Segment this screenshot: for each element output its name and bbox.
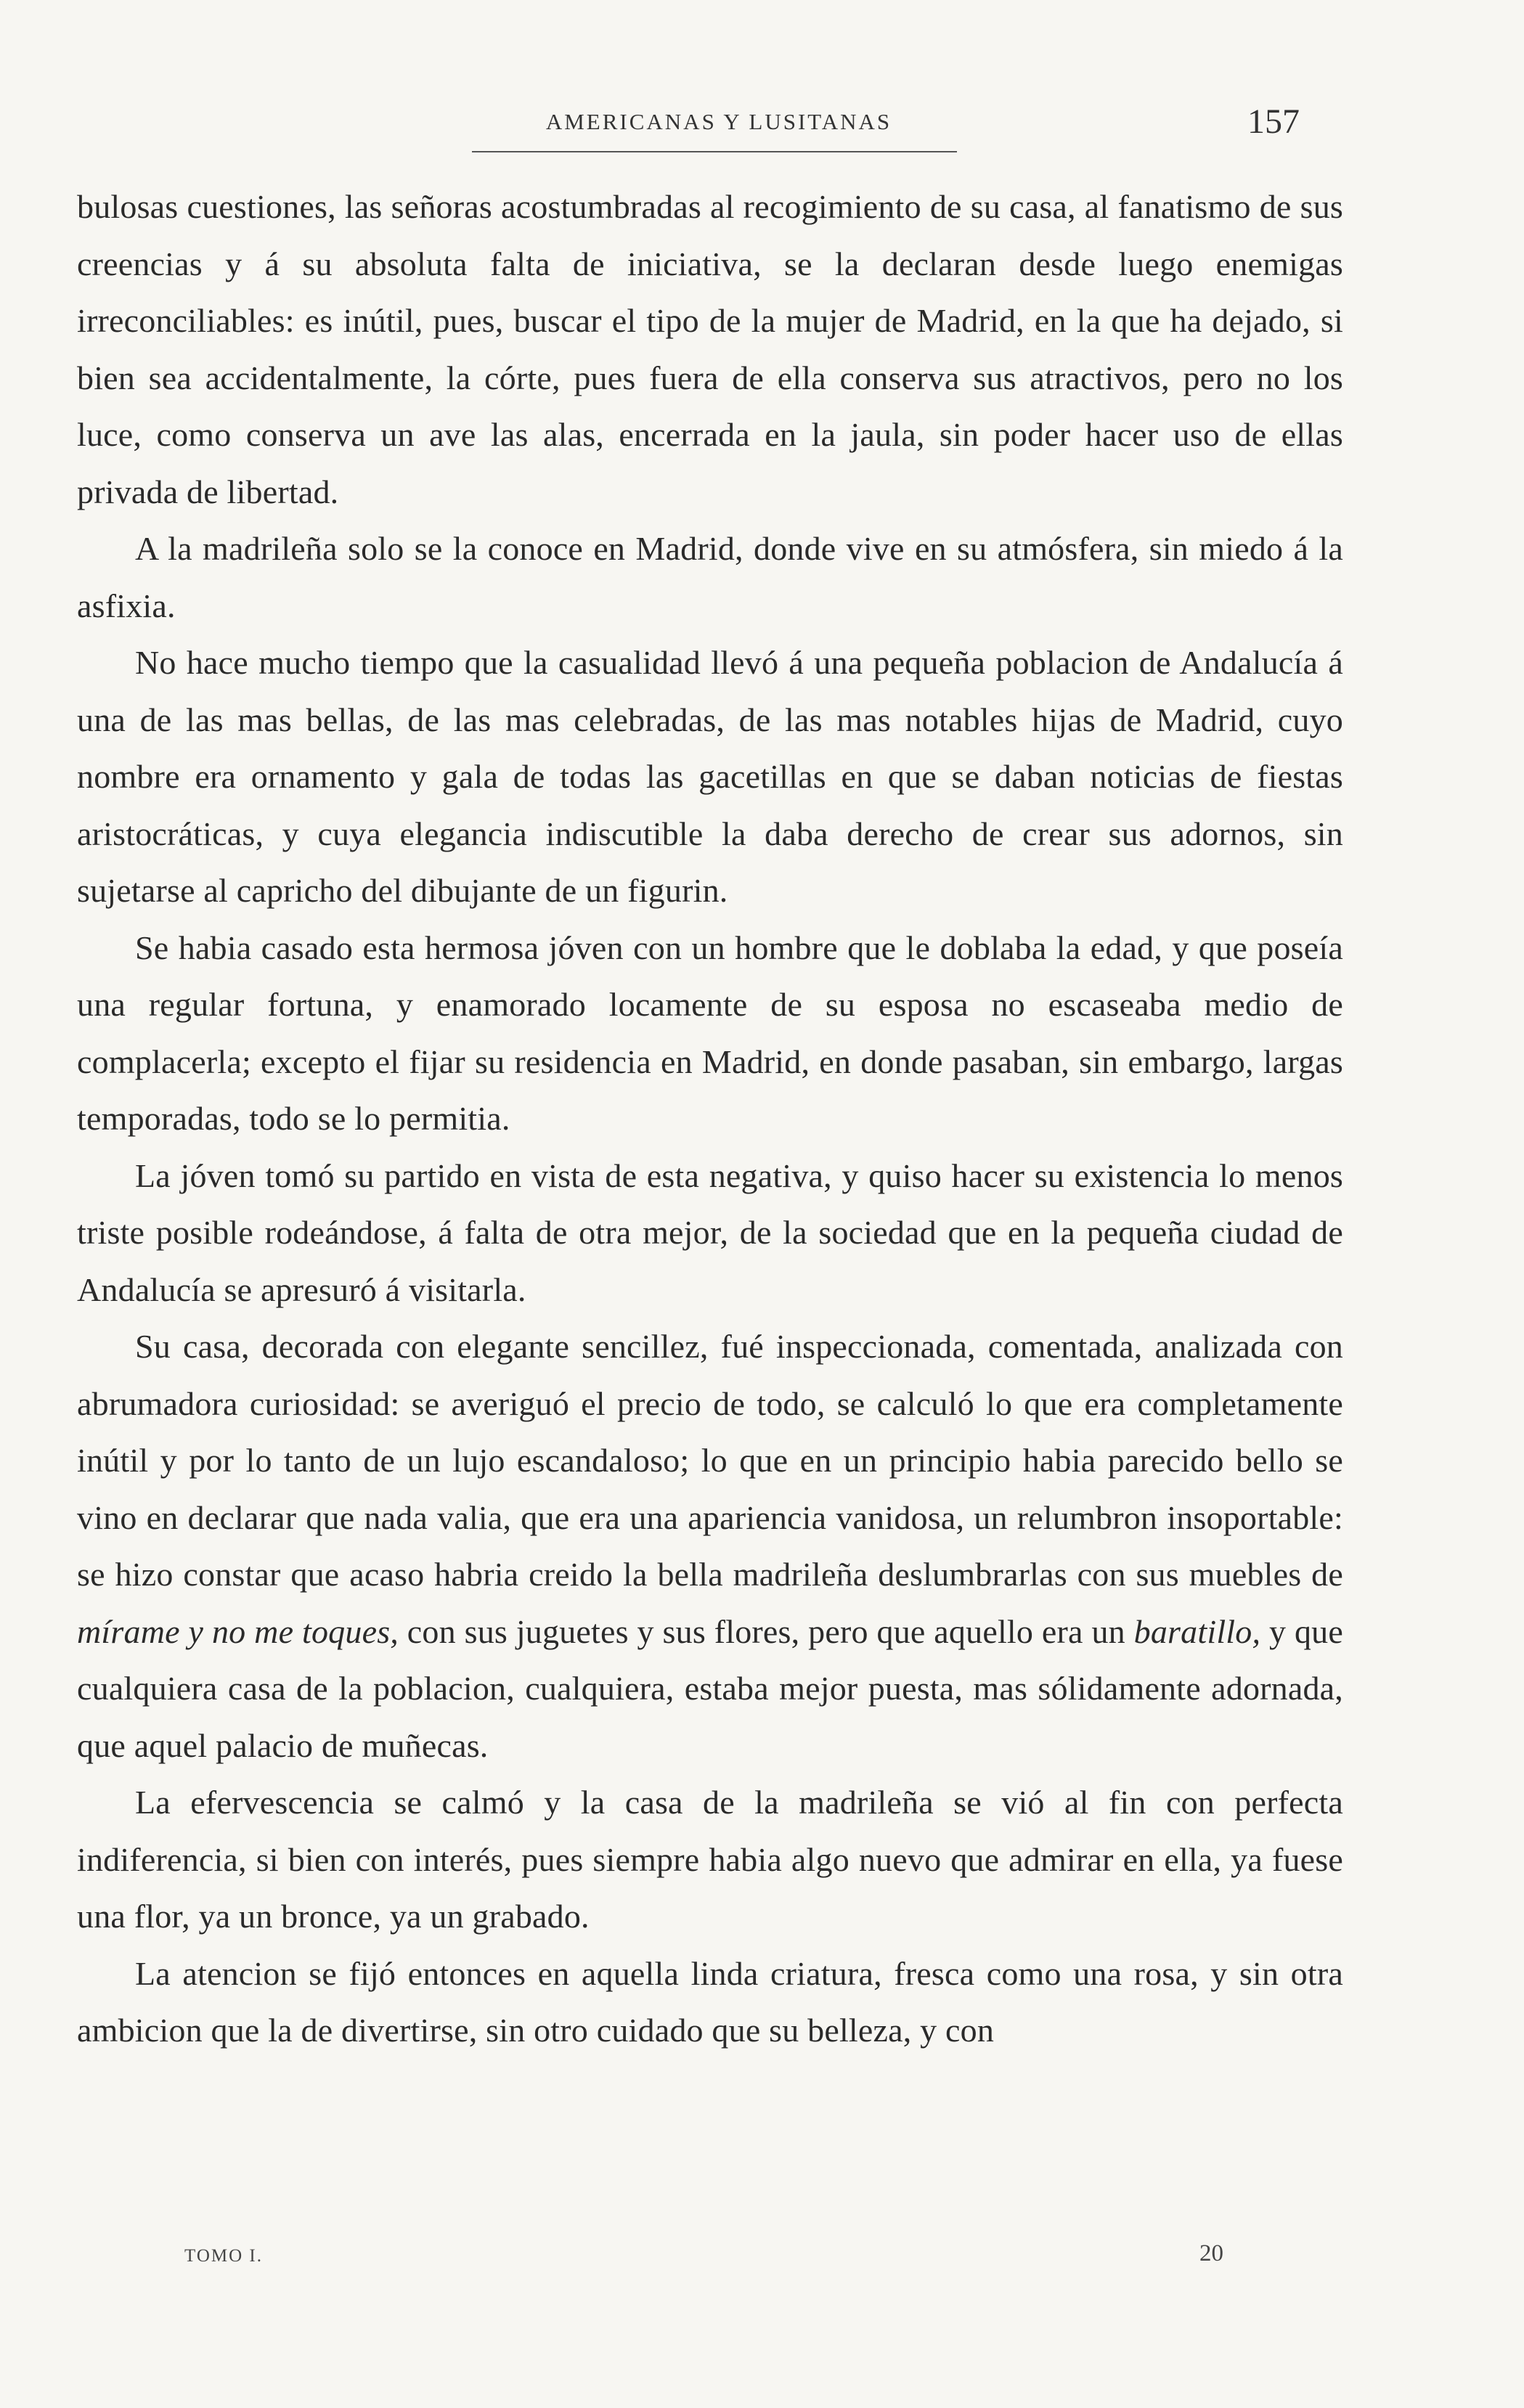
- paragraph-text: La atencion se fijó entonces en aquella linda criatura, fresca como una rosa, y sin otra ambicion que la de divertirse, sin otro cuidado que su belleza, y con: [77, 1954, 1343, 2049]
- paragraph: [77, 521, 1343, 634]
- paragraph: [77, 1148, 1343, 1319]
- paragraph-text: bulosas cuestiones, las señoras acostumbradas al recogimiento de su casa, al fanatismo de sus creencias y á su absoluta falta de iniciativa, se la declaran desde luego enemigas irreconciliables: es inútil, pues, buscar el tipo de la mujer de Madrid, en la que ha dejado, si bien sea accidentalmente, la córte, pues fuera de ella conserva sus atractivos, pero no los luce, como conserva un ave las alas, encerrada en la jaula, sin poder hacer uso de ellas privada de libertad.: [77, 188, 1343, 510]
- paragraph-text: La efervescencia se calmó y la casa de la madrileña se vió al fin con perfecta indiferencia, si bien con interés, pues siempre habia algo nuevo que admirar en ella, ya fuese una flor, ya un bronce, ya un grabado.: [77, 1784, 1343, 1935]
- italic-text: mírame y no me toques,: [77, 1612, 399, 1650]
- body-text: [77, 179, 1343, 2060]
- paragraph: [77, 1318, 1343, 1774]
- paragraph-text: y que cualquiera casa de la poblacion, cualquiera, estaba mejor puesta, mas sólidamente adornada, que aquel palacio de muñecas.: [77, 1612, 1344, 1764]
- paragraph-text: No hace mucho tiempo que la casualidad llevó á una pequeña poblacion de Andalucía á una de las mas bellas, de las mas celebradas, de las mas notables hijas de Madrid, cuyo nombre era ornamento y gala de todas las gacetillas en que se daban noticias de fiestas aristocráticas, y cuya elegancia indiscutible la daba derecho de crear sus adornos, sin sujetarse al capricho del dibujante de un figurin.: [77, 644, 1343, 909]
- paragraph: [77, 1946, 1343, 2060]
- paragraph-text: con sus juguetes y sus flores, pero que aquello era un: [399, 1612, 1134, 1650]
- paragraph: [77, 634, 1343, 920]
- signature-mark: 20: [1199, 2240, 1223, 2266]
- paragraph-text: Se habia casado esta hermosa jóven con un hombre que le doblaba la edad, y que poseía una regular fortuna, y enamorado locamente de su esposa no escaseaba medio de complacerla; excepto el fijar su residencia en Madrid, en donde pasaban, sin embargo, largas temporadas, todo se lo permitia.: [77, 928, 1343, 1137]
- italic-text: baratillo,: [1133, 1612, 1261, 1650]
- paragraph: [77, 920, 1343, 1148]
- paragraph-text: La jóven tomó su partido en vista de esta negativa, y quiso hacer su existencia lo menos triste posible rodeándose, á falta de otra mejor, de la sociedad que en la pequeña ciudad de Andalucía se apresuró á visitarla.: [77, 1156, 1343, 1308]
- paragraph: [77, 1774, 1343, 1946]
- running-head: AMERICANAS Y LUSITANAS: [545, 109, 892, 134]
- volume-label: TOMO I.: [184, 2246, 263, 2266]
- page-number: 157: [1247, 102, 1300, 141]
- header-rule: [472, 151, 957, 152]
- paragraph-text: A la madrileña solo se la conoce en Madrid, donde vive en su atmósfera, sin miedo á la asfixia.: [77, 530, 1343, 624]
- paragraph: [77, 179, 1343, 521]
- paragraph-text: Su casa, decorada con elegante sencillez, fué inspeccionada, comentada, analizada con abrumadora curiosidad: se averiguó el precio de todo, se calculó lo que era completamente inútil y por lo tanto de un lujo escandaloso; lo que en un principio habia parecido bello se vino en declarar que nada valia, que era una apariencia vanidosa, un relumbron insoportable: se hizo constar que acaso habria creido la bella madrileña deslumbrarlas con sus muebles de: [77, 1328, 1343, 1593]
